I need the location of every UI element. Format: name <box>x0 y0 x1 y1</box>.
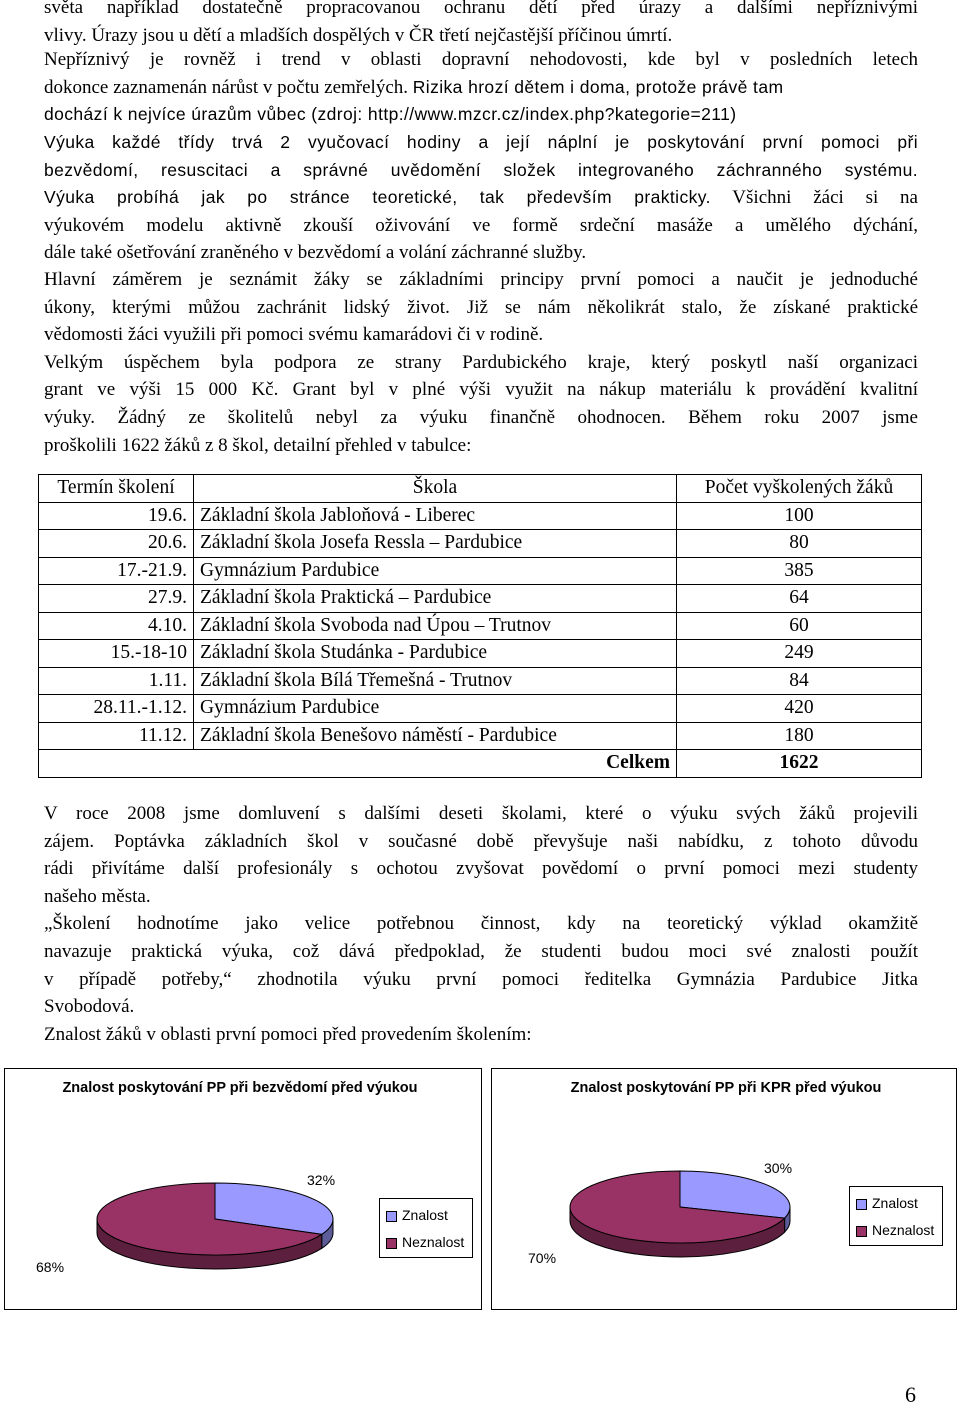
count-cell: 64 <box>677 585 922 613</box>
count-cell: 100 <box>677 502 922 530</box>
text-line: dále také ošetřování zraněného v bezvědomí a volání záchranné služby. <box>44 242 587 264</box>
count-cell: 385 <box>677 557 922 585</box>
page-number: 6 <box>905 1382 916 1407</box>
school-cell: Gymnázium Pardubice <box>194 557 677 585</box>
text-line: Nepříznivý je rovněž i trend v oblasti dopravní nehodovosti, kde byl v posledních letech <box>44 49 918 70</box>
count-cell: 180 <box>677 722 922 750</box>
lesson-paragraph <box>44 129 918 267</box>
legend-item <box>386 1205 448 1225</box>
school-cell: Základní škola Josefa Ressla – Pardubice <box>194 530 677 558</box>
training-table <box>38 474 922 778</box>
legend-label: Neznalost <box>872 1222 935 1238</box>
count-cell: 420 <box>677 695 922 723</box>
text-line: výukovém modelu aktivně zkouší oživování ve formě srdeční masáže a umělého dýchání, <box>44 214 918 236</box>
count-cell: 60 <box>677 612 922 640</box>
school-cell: Gymnázium Pardubice <box>194 695 677 723</box>
text-line: vlivy. Úrazy jsou u dětí a mladších dospělých v ČR třetí nejčastější příčinou úmrtí. <box>44 24 673 46</box>
school-cell: Základní škola Bílá Třemešná - Trutnov <box>194 667 677 695</box>
date-cell: 19.6. <box>39 502 194 530</box>
count-cell: 249 <box>677 640 922 668</box>
date-cell: 15.-18-10 <box>39 640 194 668</box>
text-line: bezvědomí, resuscitaci a správné uvědomění složek integrovaného záchranného systému. <box>44 159 918 180</box>
text-line: světa například dostatečně propracovanou ochranu dětí před úrazy a dalšími nepříznivými <box>44 0 918 18</box>
date-cell: 4.10. <box>39 612 194 640</box>
text-line: našeho města. <box>44 885 151 907</box>
text-line: Hlavní záměrem je seznámit žáky se základními principy první pomoci a naučit je jednoduché <box>44 269 918 290</box>
trend-paragraph <box>44 46 918 129</box>
legend-item <box>386 1232 464 1252</box>
column-header-count: Počet vyškolených žáků <box>677 475 922 503</box>
legend-swatch <box>386 1238 397 1249</box>
empty-cell <box>39 750 194 778</box>
total-value: 1622 <box>677 750 922 778</box>
table-row <box>39 722 922 750</box>
school-cell: Základní škola Studánka - Pardubice <box>194 640 677 668</box>
chart-title: Znalost poskytování PP při bezvědomí před výukou <box>62 1080 418 1096</box>
text-line: V roce 2008 jsme domluvení s dalšími deseti školami, které o výuku svých žáků projevili <box>44 803 918 824</box>
date-cell: 20.6. <box>39 530 194 558</box>
legend-label: Znalost <box>872 1195 918 1211</box>
text-span: dokonce zaznamenán nárůst v počtu zemřelých. <box>44 76 409 98</box>
table-row <box>39 502 922 530</box>
text-span: Rizika hrozí dětem i doma, protože právě tam <box>412 76 784 97</box>
chart-legend <box>379 1198 473 1258</box>
count-cell: 84 <box>677 667 922 695</box>
text-line: v případě potřeby,“ zhodnotila výuku první pomoci ředitelka Gymnázia Pardubice Jitka <box>44 968 918 990</box>
legend-label: Neznalost <box>402 1234 465 1250</box>
text-line: úkony, kterými můžou zachránit lidský život. Již se nám několikrát stalo, že získané praktické <box>44 296 918 318</box>
slice-label-znalost: 30% <box>764 1160 793 1176</box>
table-row <box>39 640 922 668</box>
column-header-school: Škola <box>194 475 677 503</box>
legend-label: Znalost <box>402 1207 448 1223</box>
text-line <box>44 74 918 102</box>
source-line: dochází k nejvíce úrazům vůbec (zdroj: http://www.mzcr.cz/index.php?kategorie=211) <box>44 104 737 125</box>
slice-label-neznalost: 68% <box>36 1259 65 1275</box>
chart-title: Znalost poskytování PP při KPR před výukou <box>570 1080 882 1096</box>
text-line: Velkým úspěchem byla podpora ze strany Pardubického kraje, který poskytl naší organizaci <box>44 351 918 373</box>
legend-swatch <box>386 1211 397 1222</box>
count-cell: 80 <box>677 530 922 558</box>
date-cell: 1.11. <box>39 667 194 695</box>
date-cell: 17.-21.9. <box>39 557 194 585</box>
table-row <box>39 557 922 585</box>
text-line: Výuka každé třídy trvá 2 vyučovací hodiny a její náplní je poskytování první pomoci při <box>44 132 918 152</box>
slice-label-neznalost: 70% <box>528 1250 557 1266</box>
table-row <box>39 585 922 613</box>
table-row <box>39 667 922 695</box>
total-label: Celkem <box>194 750 677 778</box>
table-row <box>39 530 922 558</box>
legend-item <box>856 1220 934 1240</box>
school-cell: Základní škola Jabloňová - Liberec <box>194 502 677 530</box>
text-span: Všichni žáci si na <box>710 187 918 209</box>
pie-chart-cpr <box>491 1068 957 1310</box>
column-header-date: Termín školení <box>39 475 194 503</box>
table-total-row <box>39 750 922 778</box>
goal-paragraph <box>44 266 918 459</box>
school-cell: Základní škola Benešovo náměstí - Pardubice <box>194 722 677 750</box>
text-line: výuky. Žádný ze školitelů nebyl za výuku finančně ohodnocen. Během roku 2007 jsme <box>44 406 918 428</box>
date-cell: 11.12. <box>39 722 194 750</box>
text-line: navazuje praktická výuka, což dává předpoklad, že studenti budou moci své znalosti použít <box>44 940 918 962</box>
chart-legend <box>849 1186 943 1246</box>
text-line: proškolili 1622 žáků z 8 škol, detailní přehled v tabulce: <box>44 434 472 456</box>
school-cell: Základní škola Svoboda nad Úpou – Trutnov <box>194 612 677 640</box>
table-row <box>39 612 922 640</box>
legend-swatch <box>856 1226 867 1237</box>
text-line: Znalost žáků v oblasti první pomoci před provedením školením: <box>44 1023 532 1045</box>
after-table-paragraph <box>44 800 918 1048</box>
table-row <box>39 695 922 723</box>
slice-label-znalost: 32% <box>307 1172 336 1188</box>
text-span: Výuka probíhá jak po stránce teoretické, tak především prakticky. <box>44 187 711 208</box>
school-cell: Základní škola Praktická – Pardubice <box>194 585 677 613</box>
text-line: rádi přivítáme další profesionály s ochotou zvyšovat povědomí o první pomoci mezi studenty <box>44 858 918 880</box>
legend-item <box>856 1193 918 1213</box>
pie-chart-unconscious <box>4 1068 482 1310</box>
date-cell: 28.11.-1.12. <box>39 695 194 723</box>
text-line: grant ve výši 15 000 Kč. Grant byl v plné výši využit na nákup materiálu k provádění kvalitní <box>44 379 918 401</box>
text-line: zájem. Poptávka základních škol v současné době převyšuje naši nabídku, z tohoto důvodu <box>44 830 918 852</box>
date-cell: 27.9. <box>39 585 194 613</box>
text-line: „Školení hodnotíme jako velice potřebnou činnost, kdy na teoretický výklad okamžitě <box>44 913 918 935</box>
text-line: vědomosti žáci využili při pomoci svému kamarádovi či v rodině. <box>44 324 544 346</box>
table-header-row <box>39 475 922 503</box>
text-line <box>44 184 918 212</box>
text-line: Svobodová. <box>44 996 135 1018</box>
intro-paragraph <box>44 0 918 49</box>
pie-svg <box>5 1069 481 1309</box>
legend-swatch <box>856 1199 867 1210</box>
